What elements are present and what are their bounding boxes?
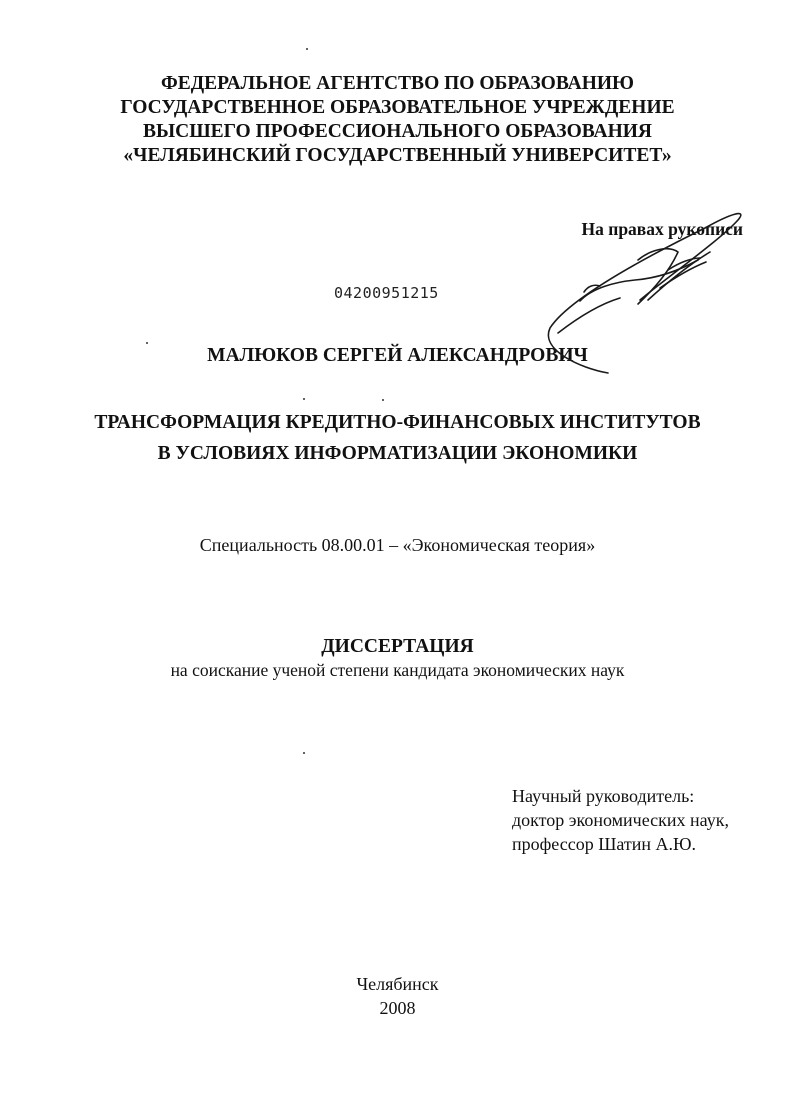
dissertation-title bbox=[0, 407, 795, 469]
title-line: В УСЛОВИЯХ ИНФОРМАТИЗАЦИИ ЭКОНОМИКИ bbox=[157, 443, 638, 464]
header-line: ВЫСШЕГО ПРОФЕССИОНАЛЬНОГО ОБРАЗОВАНИЯ bbox=[142, 121, 653, 142]
supervisor-block bbox=[512, 784, 729, 856]
scan-speck bbox=[146, 342, 148, 344]
scan-speck bbox=[303, 398, 305, 400]
header-line: ГОСУДАРСТВЕННОЕ ОБРАЗОВАТЕЛЬНОЕ УЧРЕЖДЕНИЕ bbox=[120, 97, 675, 118]
header-line: «ЧЕЛЯБИНСКИЙ ГОСУДАРСТВЕННЫЙ УНИВЕРСИТЕТ» bbox=[123, 145, 672, 166]
degree-line: на соискание ученой степени кандидата экономических наук bbox=[170, 660, 625, 680]
specialty: Специальность 08.00.01 – «Экономическая теория» bbox=[199, 535, 596, 555]
place-and-year bbox=[0, 972, 795, 1020]
signature-icon bbox=[520, 200, 760, 390]
city: Челябинск bbox=[356, 974, 439, 994]
manuscript-note: На правах рукописи bbox=[581, 219, 743, 239]
work-type: ДИССЕРТАЦИЯ bbox=[321, 636, 474, 657]
title-line: ТРАНСФОРМАЦИЯ КРЕДИТНО-ФИНАНСОВЫХ ИНСТИТУТОВ bbox=[94, 412, 701, 433]
registry-code: 04200951215 bbox=[334, 284, 439, 302]
header-line: ФЕДЕРАЛЬНОЕ АГЕНТСТВО ПО ОБРАЗОВАНИЮ bbox=[160, 73, 635, 94]
author-name: МАЛЮКОВ СЕРГЕЙ АЛЕКСАНДРОВИЧ bbox=[207, 345, 588, 366]
supervisor-line: доктор экономических наук, bbox=[512, 810, 729, 830]
supervisor-line: Научный руководитель: bbox=[512, 786, 695, 806]
year: 2008 bbox=[379, 998, 416, 1018]
scan-speck bbox=[303, 752, 305, 754]
institution-header bbox=[0, 72, 795, 168]
scan-speck bbox=[382, 399, 384, 401]
scan-speck bbox=[306, 48, 308, 50]
supervisor-line: профессор Шатин А.Ю. bbox=[512, 834, 697, 854]
